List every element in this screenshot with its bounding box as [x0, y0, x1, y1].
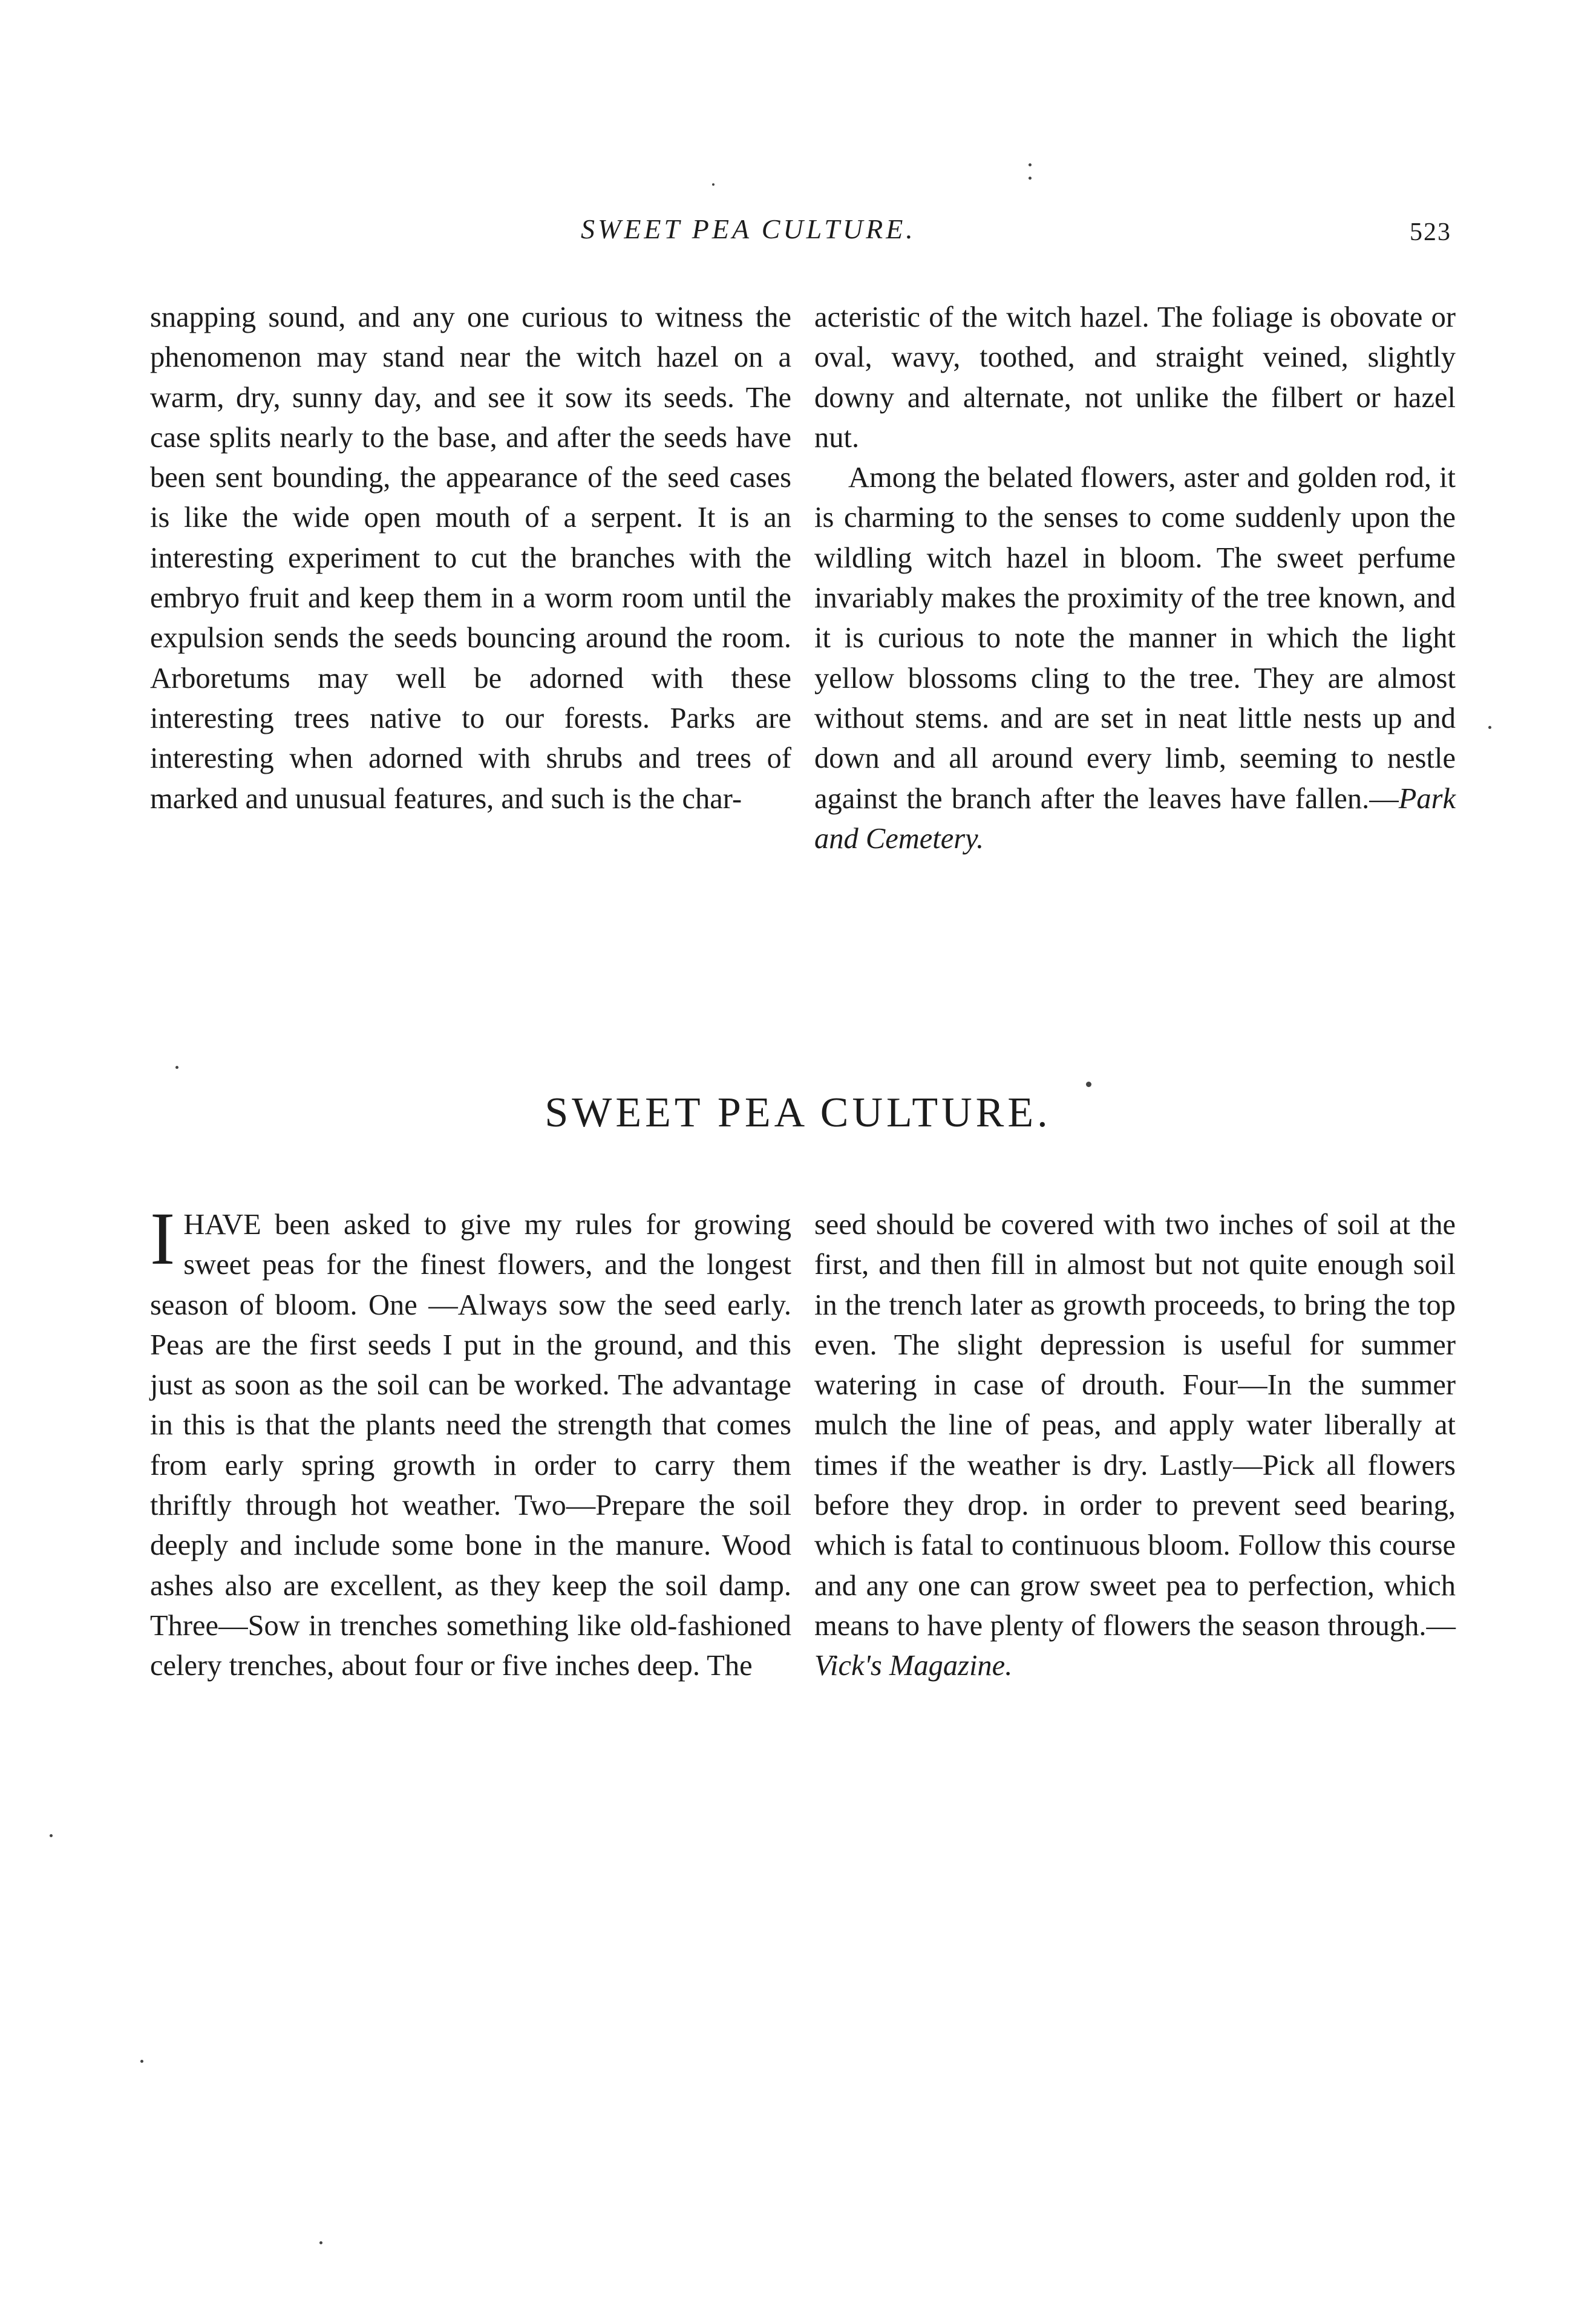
previous-article-left-column [150, 298, 791, 939]
ink-speck [50, 1834, 53, 1837]
ink-speck [319, 2241, 322, 2244]
ink-speck [1488, 726, 1491, 729]
paragraph [814, 458, 1456, 859]
page-number: 523 [1410, 218, 1451, 246]
paragraph: acteristic of the witch hazel. The foliage is obovate or oval, wavy, toothed, and straight veined, slightly downy and alternate, not unlike the filbert or hazel nut. [814, 301, 1456, 454]
ink-speck [1029, 163, 1032, 166]
ink-speck [712, 183, 715, 186]
paragraph: snapping sound, and any one curious to witness the phenomenon may stand near the witch hazel on a warm, dry, sunny day, and see it sow its seeds. The case splits nearly to the base, and after the seeds have been sent bounding, the appearance of the seed cases is like the wide open mouth of a serpent. It is an interesting experiment to cut the branches with the embryo fruit and keep them in a worm room until the expulsion sends the seeds bouncing around the room. Arboretums may well be adorned with these interesting trees native to our forests. Parks are interesting when adorned with shrubs and trees of marked and unusual features, and such is the char- [150, 301, 791, 815]
running-head: SWEET PEA CULTURE. [581, 214, 916, 244]
paragraph [150, 1197, 791, 1687]
ink-speck [140, 2060, 143, 2063]
paragraph-text: HAVE been asked to give my rules for growing sweet peas for the finest flowers, and the longest season of bloom. One —Always sow the seed early. Peas are the first seeds I put in the ground, and this just as soon as the soil can be worked. The advantage in this is that the plants need the strength that comes from early spring growth in order to carry them thriftly through hot weather. Two—Prepare the soil deeply and include some bone in the manure. Wood ashes also are excellent, as they keep the soil damp. Three—Sow in trenches something like old-fashioned celery trenches, about four or five inches deep. The [150, 1209, 791, 1682]
paragraph-text: Among the belated flowers, aster and golden rod, it is charming to the senses to come suddenly upon the wildling witch hazel in bloom. The sweet perfume invariably makes the proximity of the tree known, and it is curious to note the manner in which the light yellow blossoms cling to the tree. They are almost without stems. and are set in neat little nests up and down and all around every limb, seeming to nestle against the branch after the leaves have fallen.— [814, 462, 1456, 815]
paragraph-text: seed should be covered with two inches of soil at the first, and then fill in almost but not quite enough soil in the trench later as growth proceeds, to bring the top even. The slight depression is useful for summer watering in case of drouth. Four—In the summer mulch the line of peas, and apply water liberally at times if the weather is dry. Lastly—Pick all flowers before they drop. in order to prevent seed bearing, which is fatal to continuous bloom. Follow this course and any one can grow sweet pea to perfection, which means to have plenty of flowers the season through.— [814, 1209, 1456, 1642]
paragraph [814, 1205, 1456, 1687]
article-left-column [150, 1197, 791, 1786]
ink-speck [1086, 1082, 1091, 1087]
drop-cap: I [150, 1197, 175, 1280]
article-right-column [814, 1205, 1456, 1786]
ink-speck [175, 1066, 178, 1069]
article-title: SWEET PEA CULTURE. [545, 1089, 1051, 1136]
previous-article-right-column [814, 298, 1456, 939]
ink-speck [1029, 177, 1032, 180]
source-citation: Park and Cemetery. [814, 782, 1456, 855]
source-citation: Vick's Magazine. [814, 1650, 1013, 1682]
